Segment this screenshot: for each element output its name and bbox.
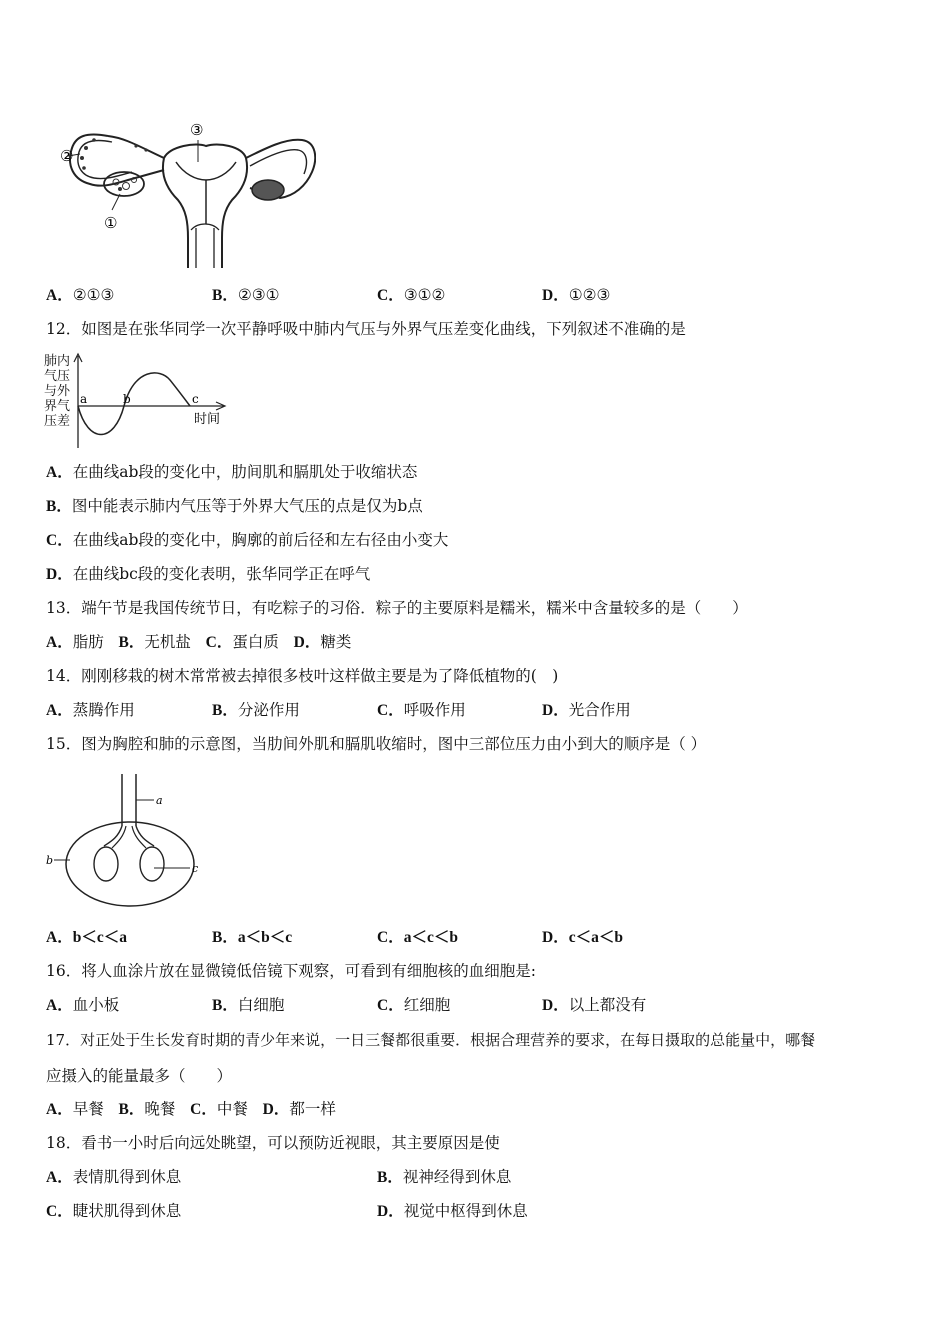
q13-stem: 13．端午节是我国传统节日，有吃粽子的习俗．粽子的主要原料是糯米，糯米中含量较多的是（ ）	[46, 599, 748, 617]
q13-options	[46, 632, 351, 653]
q13-option-d[interactable]: D．糖类	[293, 633, 352, 651]
q17-option-d[interactable]: D．都一样	[262, 1100, 336, 1118]
q12-option-d[interactable]: D．在曲线bc段的变化表明，张华同学正在呼气	[46, 565, 371, 583]
point-c: c	[192, 392, 199, 406]
q18-option-c[interactable]: C．睫状肌得到休息	[46, 1202, 182, 1220]
ylabel-line-1: 肺内	[44, 354, 71, 369]
q17-options	[46, 1099, 336, 1120]
q14-stem: 14．刚刚移栽的树木常常被去掉很多枝叶这样做主要是为了降低植物的( )	[46, 667, 559, 685]
q15-option-d[interactable]: D．c＜a＜b	[542, 929, 623, 946]
q17-option-c[interactable]: C．中餐	[190, 1100, 248, 1118]
ylabel-line-2: 气压	[44, 369, 71, 384]
ylabel-line-3: 与外	[44, 384, 71, 399]
q16-option-c[interactable]: C．红细胞	[377, 996, 451, 1014]
q14-option-a[interactable]: A．蒸腾作用	[46, 701, 135, 719]
q16-option-d[interactable]: D．以上都没有	[542, 996, 647, 1014]
uterus-diagram	[46, 118, 316, 270]
q16-option-a[interactable]: A．血小板	[46, 996, 120, 1014]
q13-option-a[interactable]: A．脂肪	[46, 633, 104, 651]
q12-option-b[interactable]: B．图中能表示肺内气压等于外界大气压的点是仅为b点	[46, 497, 423, 515]
q18-option-b[interactable]: B．视神经得到休息	[377, 1168, 512, 1186]
q17-stem-line1: 17．对正处于生长发育时期的青少年来说，一日三餐都很重要．根据合理营养的要求，在每日摄取的总能量中，哪餐	[46, 1031, 816, 1049]
q16-stem: 16．将人血涂片放在显微镜低倍镜下观察，可看到有细胞核的血细胞是:	[46, 962, 536, 980]
label-1: ①	[104, 214, 118, 232]
q17-stem-line2: 应摄入的能量最多（ ）	[46, 1067, 233, 1085]
pressure-curve-chart	[44, 352, 234, 452]
q14-option-b[interactable]: B．分泌作用	[212, 701, 300, 719]
q15-option-c[interactable]: C．a＜c＜b	[377, 929, 458, 946]
label-c: c	[192, 862, 199, 875]
q11-option-c[interactable]: C．③①②	[377, 286, 446, 304]
q12-option-a[interactable]: A．在曲线ab段的变化中，肋间肌和膈肌处于收缩状态	[46, 463, 418, 481]
q14-option-c[interactable]: C．呼吸作用	[377, 701, 466, 719]
label-3: ③	[190, 121, 204, 139]
q15-option-a[interactable]: A．b＜c＜a	[46, 929, 127, 946]
label-a: a	[156, 794, 163, 807]
q18-option-a[interactable]: A．表情肌得到休息	[46, 1168, 182, 1186]
label-b: b	[46, 854, 54, 867]
q13-option-b[interactable]: B．无机盐	[118, 633, 191, 651]
q16-option-b[interactable]: B．白细胞	[212, 996, 285, 1014]
q15-option-b[interactable]: B．a＜b＜c	[212, 929, 293, 946]
q12-stem: 12．如图是在张华同学一次平静呼吸中肺内气压与外界气压差变化曲线，下列叙述不准确的是	[46, 320, 686, 338]
point-a: a	[80, 392, 88, 406]
ylabel-line-5: 压差	[44, 414, 71, 429]
q15-stem: 15．图为胸腔和肺的示意图，当肋间外肌和膈肌收缩时，图中三部位压力由小到大的顺序是（ ）	[46, 735, 707, 753]
xlabel: 时间	[194, 412, 221, 427]
q11-option-a[interactable]: A．②①③	[46, 286, 115, 304]
q17-option-b[interactable]: B．晚餐	[118, 1100, 176, 1118]
ylabel-line-4: 界气	[44, 399, 71, 414]
q14-option-d[interactable]: D．光合作用	[542, 701, 631, 719]
q11-option-d[interactable]: D．①②③	[542, 286, 611, 304]
label-2: ②	[60, 147, 74, 165]
q11-option-b[interactable]: B．②③①	[212, 286, 280, 304]
point-b: b	[123, 392, 131, 406]
q18-option-d[interactable]: D．视觉中枢得到休息	[377, 1202, 528, 1220]
q18-stem: 18．看书一小时后向远处眺望，可以预防近视眼，其主要原因是使	[46, 1134, 500, 1152]
thorax-lung-diagram	[44, 774, 214, 914]
q13-option-c[interactable]: C．蛋白质	[205, 633, 279, 651]
q12-option-c[interactable]: C．在曲线ab段的变化中，胸廓的前后径和左右径由小变大	[46, 531, 449, 549]
q17-option-a[interactable]: A．早餐	[46, 1100, 104, 1118]
